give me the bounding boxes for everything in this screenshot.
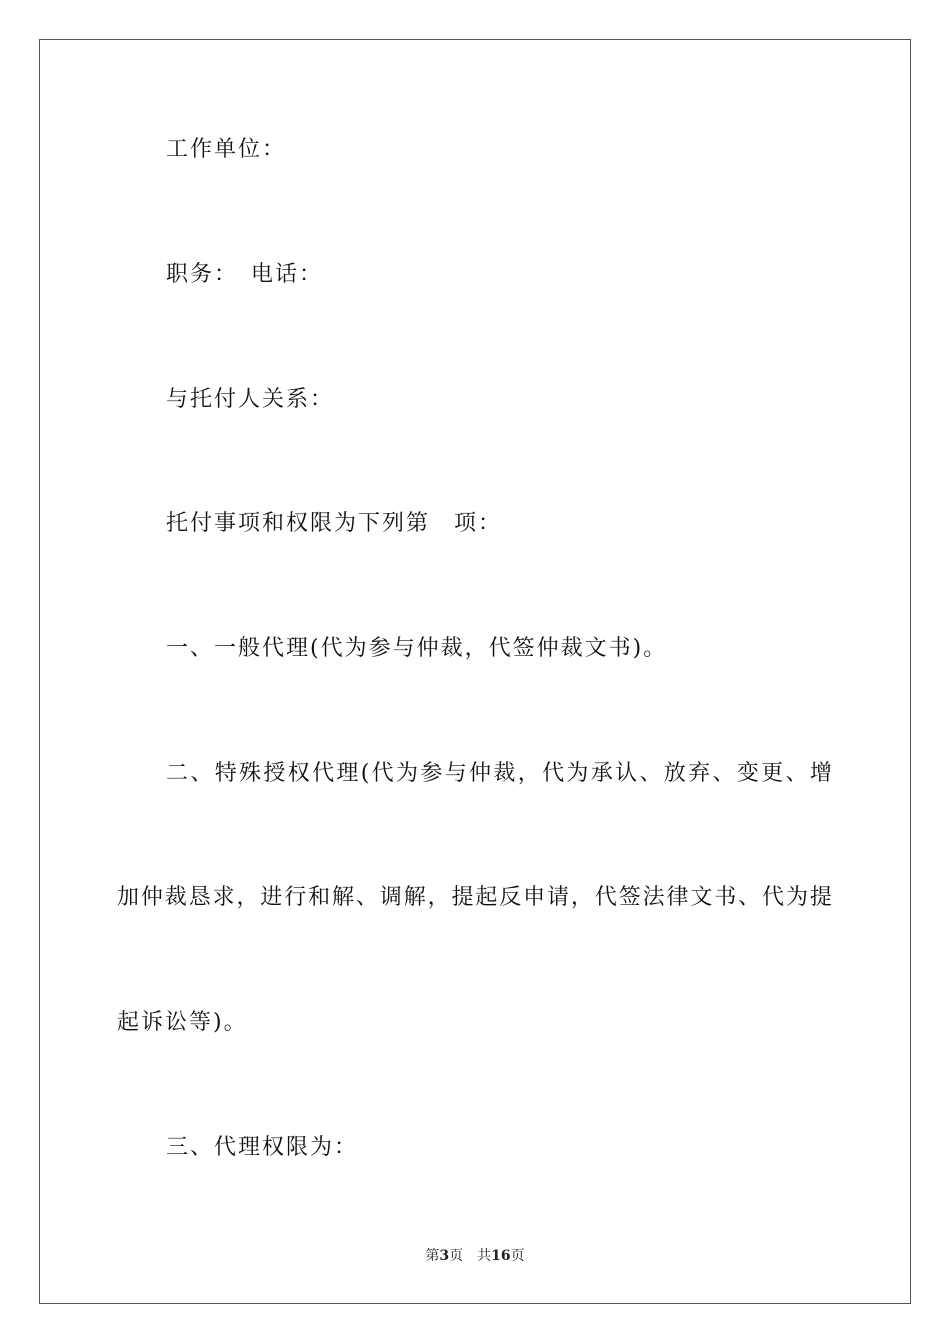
item-special-agency-text-2-char: 请	[547, 885, 570, 910]
page-footer	[0, 1247, 950, 1265]
item-special-agency-text-char: 、	[712, 761, 735, 786]
item-special-agency-line3: 起诉讼等)。	[117, 1010, 248, 1035]
item-special-agency-text-char: 裁	[493, 761, 516, 786]
item-special-agency-text-char: 放	[663, 761, 686, 786]
footer-page-number: 3	[439, 1248, 450, 1264]
item-special-agency-text-char: 增	[809, 761, 832, 786]
item-special-agency-text-2-char: 书	[714, 885, 737, 910]
item-special-agency-text-2-char: 申	[523, 885, 546, 910]
item-special-agency-text-char: 特	[214, 761, 237, 786]
item-special-agency-text-2-char: 为	[785, 885, 808, 910]
item-special-agency-text-2-char: 、	[355, 885, 378, 910]
footer-total-suffix: 页	[510, 1248, 525, 1264]
item-special-agency-text-2-char: 、	[738, 885, 761, 910]
item-special-agency-text-2-char: 解	[403, 885, 426, 910]
item-special-agency-text-char: 更	[761, 761, 784, 786]
relation-line: 与托付人关系：	[166, 387, 335, 412]
item-special-agency-text-2-char: 提	[451, 885, 474, 910]
item-special-agency-text-char: 授	[263, 761, 286, 786]
matters-line: 托付事项和权限为下列第 项：	[166, 511, 503, 536]
footer-prefix: 第	[425, 1248, 440, 1264]
item-special-agency-line2	[117, 884, 832, 912]
item-special-agency-text-2-char: 进	[260, 885, 283, 910]
item-special-agency-text-char: 为	[566, 761, 589, 786]
item-special-agency-text-char: 代	[312, 761, 335, 786]
item-agency-authority: 三、代理权限为：	[166, 1135, 359, 1160]
item-special-agency-text-2-char: 提	[809, 885, 832, 910]
item-special-agency-text-char: 为	[396, 761, 419, 786]
page-frame	[39, 39, 911, 1304]
item-special-agency-text-char: 代	[542, 761, 565, 786]
item-special-agency-text-2-char: 调	[379, 885, 402, 910]
item-special-agency-text-2-char: 代	[762, 885, 785, 910]
item-special-agency-line1	[166, 760, 832, 788]
item-special-agency-text-char: ，	[517, 761, 540, 786]
item-special-agency-text-char: 认	[615, 761, 638, 786]
item-special-agency-text-2-char: 法	[642, 885, 665, 910]
item-special-agency-text-2-char: 恳	[188, 885, 211, 910]
item-special-agency-text-2-char: ，	[236, 885, 259, 910]
item-special-agency-text-2-char: 起	[475, 885, 498, 910]
item-special-agency-text-2-char: 反	[499, 885, 522, 910]
item-special-agency-text-char: 代	[371, 761, 394, 786]
item-special-agency-text-char: 权	[287, 761, 310, 786]
item-special-agency-text-2-char: 仲	[140, 885, 163, 910]
item-special-agency-text-char: (	[360, 761, 370, 786]
item-special-agency-text-2-char: 裁	[164, 885, 187, 910]
item-special-agency-text-char: 、	[190, 761, 213, 786]
footer-page-suffix: 页	[449, 1248, 464, 1264]
work-unit-line: 工作单位：	[166, 137, 287, 162]
item-special-agency-text-char: 弃	[688, 761, 711, 786]
item-special-agency-text-2-char: ，	[427, 885, 450, 910]
item-special-agency-text-char: 殊	[239, 761, 262, 786]
item-special-agency-text-char: 理	[336, 761, 359, 786]
item-special-agency-text-char: 参	[420, 761, 443, 786]
item-special-agency-text-char: 承	[590, 761, 613, 786]
footer-total-prefix: 共	[477, 1248, 492, 1264]
item-special-agency-text-2-char: ，	[570, 885, 593, 910]
item-special-agency-text-2-char: 解	[332, 885, 355, 910]
item-special-agency-text-char: 、	[639, 761, 662, 786]
item-special-agency-text-2-char: 和	[308, 885, 331, 910]
footer-total-pages: 16	[491, 1248, 511, 1264]
item-general-agency: 一、一般代理(代为参与仲裁，代签仲裁文书)。	[166, 636, 668, 661]
item-special-agency-text-2-char: 加	[117, 885, 140, 910]
item-special-agency-text-char: 、	[785, 761, 808, 786]
item-special-agency-text-char: 二	[166, 761, 189, 786]
item-special-agency-text-2-char: 求	[212, 885, 235, 910]
item-special-agency-text-2-char: 行	[284, 885, 307, 910]
item-special-agency-text-2-char: 签	[618, 885, 641, 910]
item-special-agency-text-2-char: 律	[666, 885, 689, 910]
item-special-agency-text-2-char: 代	[594, 885, 617, 910]
item-special-agency-text-char: 变	[736, 761, 759, 786]
item-special-agency-text-char: 仲	[469, 761, 492, 786]
item-special-agency-text-char: 与	[444, 761, 467, 786]
position-phone-line: 职务： 电话：	[166, 262, 324, 287]
item-special-agency-text-2-char: 文	[690, 885, 713, 910]
